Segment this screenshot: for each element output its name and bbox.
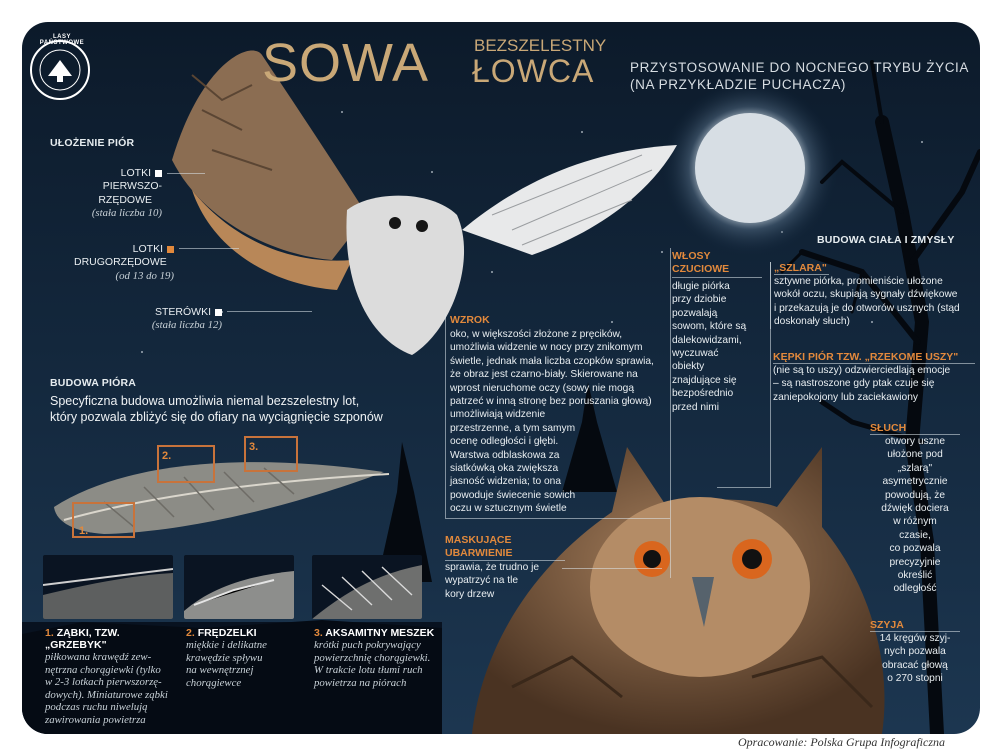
feather-item-2-l3: na wewnętrznej — [186, 664, 254, 676]
feather-structure-text-1: Specyficzna budowa umożliwia niemal bezszelestny lot, — [50, 394, 360, 408]
feather-item-3-l2: powierzchnię chorągiewki. — [314, 651, 431, 664]
feather-item-3-l4: powietrza na piórach — [314, 676, 407, 689]
primary-feathers-note: (stała liczba 10) — [91, 207, 162, 220]
tree-logo-icon — [38, 48, 82, 92]
tail-feathers-l1: STERÓWKI — [154, 306, 211, 318]
primary-feathers-l1: LOTKI — [120, 167, 151, 179]
subtitle-2: (NA PRZYKŁADZIE PUCHACZA) — [630, 77, 847, 92]
feather-item-1-l3: w 2-3 lotkach pierwszorzę- — [45, 676, 162, 688]
title-line-2: ŁOWCA — [472, 53, 595, 89]
feather-item-1-l6: zawirowania powietrza — [45, 713, 146, 726]
facial-disc-section: „SZLARA" sztywne piórka, promieniście ułożone wokół oczu, skupiają sygnały dźwiękowe i przekazują je do otworów usznych (stąd doskonały słuch) — [770, 262, 975, 329]
vision-title: WZROK — [450, 314, 490, 326]
logo-text: LASY PAŃSTWOWE — [39, 34, 85, 46]
secondary-feathers-l2: DRUGORZĘDOWE — [74, 256, 167, 269]
whiskers-section: WŁOSY CZUCIOWE długie piórka przy dziobie pozwalają sowom, które są dalekowidzami, wyczuwać obiekty znajdujące się bezpośrednio przed nimi — [672, 250, 762, 414]
feather-item-2-title: FRĘDZELKI — [197, 627, 257, 639]
secondary-feathers-label — [74, 243, 174, 282]
vision-section: WZROK oko, w większości złożone z pręcików, umożliwia widzenie w nocy przy znikomym świetle, jednak mała liczba czopków sprawia, że obraz jest czarno-biały. Skierowane na wprost nieruchome oczy (sowy nie mogą patrzeć w inną stronę bez poruszania głową) umożliwiają widzenie przestrzenne, a tym samym ocenę odległości i głębi. Warstwa odblaskowa za siatkówką oka zwiększa jasność widzenia; to ona powoduje świecenie sowich oczu w sztucznym świetle — [445, 314, 670, 519]
feather-structure-text-2: który pozwala zbliżyć się do ofiary na wyciągnięcie szponów — [50, 410, 383, 424]
credit: Opracowanie: Polska Grupa Infograficzna — [738, 735, 945, 749]
primary-feathers-l2: PIERWSZO- — [102, 180, 162, 193]
feather-item-3-title: AKSAMITNY MESZEK — [325, 627, 435, 639]
feather-item-2-l4: chorągiewce — [186, 676, 242, 689]
feather-item-2: 2. FRĘDZELKI miękkie i delikatne krawędzie spływu na wewnętrznej chorągiewce — [186, 627, 306, 689]
ear-tufts-section: KĘPKI PIÓR TZW. „RZEKOME USZY" (nie są to uszy) odzwierciedlają emocje – są nastroszone gdy ptak czuje się zaniepokojony lub zaciekawiony — [770, 351, 975, 404]
neck-section: SZYJA 14 kręgów szyj- nych pozwala obracać głową o 270 stopni — [870, 619, 960, 686]
feather-item-1-l5: podczas ruchu niwelują — [45, 701, 148, 713]
primary-marker-icon — [155, 170, 162, 177]
feather-item-2-l2: krawędzie spływu — [186, 651, 263, 664]
tail-marker-icon — [215, 309, 222, 316]
primary-feathers-label — [82, 167, 162, 219]
tail-feathers-note: (stała liczba 12) — [151, 319, 222, 332]
secondary-feathers-l1: LOTKI — [132, 243, 163, 255]
feather-item-1-title: ZĄBKI, TZW. „GRZEBYK" — [45, 627, 120, 651]
feather-comb-thumbnail — [43, 555, 173, 619]
subtitle-1: PRZYSTOSOWANIE DO NOCNEGO TRYBU ŻYCIA — [630, 60, 969, 75]
feather-velvet-thumbnail — [312, 555, 422, 619]
body-senses-heading: BUDOWA CIAŁA I ZMYSŁY — [817, 234, 955, 246]
feather-item-2-l1: miękkie i delikatne — [186, 639, 267, 651]
page-title: SOWA — [262, 33, 430, 93]
feather-fringe-thumbnail — [184, 555, 294, 619]
title-line-1: BEZSZELESTNY — [474, 36, 607, 55]
feather-item-1-l2: nętrzna chorągiewki (tylko — [45, 663, 161, 676]
feather-arrangement-heading: UŁOŻENIE PIÓR — [50, 137, 135, 149]
secondary-feathers-note: (od 13 do 19) — [115, 269, 174, 282]
feather-item-1-l4: dowych). Miniaturowe ząbki — [45, 688, 168, 701]
hearing-section: SŁUCH otwory uszne ułożone pod „szlarą" asymetrycznie powodują, że dźwięk dociera w różnym czasie, co pozwala precyzyjnie określić odległość — [870, 422, 960, 596]
feather-marker-2: 2. — [162, 450, 172, 462]
feather-item-1-l1: piłkowana krawędź zew- — [45, 651, 152, 663]
primary-feathers-l3: RZĘDOWE — [98, 193, 152, 206]
feather-structure-heading: BUDOWA PIÓRA — [50, 377, 137, 389]
camouflage-section: MASKUJĄCE UBARWIENIE sprawia, że trudno je wypatrzyć na tle kory drzew — [445, 534, 585, 601]
lasy-panstwowe-logo — [30, 34, 90, 100]
feather-item-3: 3. AKSAMITNY MESZEK krótki puch pokrywający powierzchnię chorągiewki. W trakcie lotu tłumi ruch powietrza na piórach — [314, 627, 454, 689]
feather-item-3-l3: W trakcie lotu tłumi ruch — [314, 664, 423, 676]
secondary-marker-icon — [167, 246, 174, 253]
moon — [695, 113, 805, 223]
feather-marker-3: 3. — [249, 441, 259, 453]
infographic-panel — [22, 22, 980, 734]
feather-marker-1: 1. — [79, 525, 89, 537]
feather-item-3-l1: krótki puch pokrywający — [314, 639, 421, 651]
feather-item-1: 1. ZĄBKI, TZW. „GRZEBYK" piłkowana krawędź zew- nętrzna chorągiewki (tylko w 2-3 lotkach pierwszorzę- dowych). Miniaturowe ząbki podczas ruchu niwelują zawirowania powietrza — [45, 627, 180, 726]
tail-feathers-label — [122, 306, 222, 331]
